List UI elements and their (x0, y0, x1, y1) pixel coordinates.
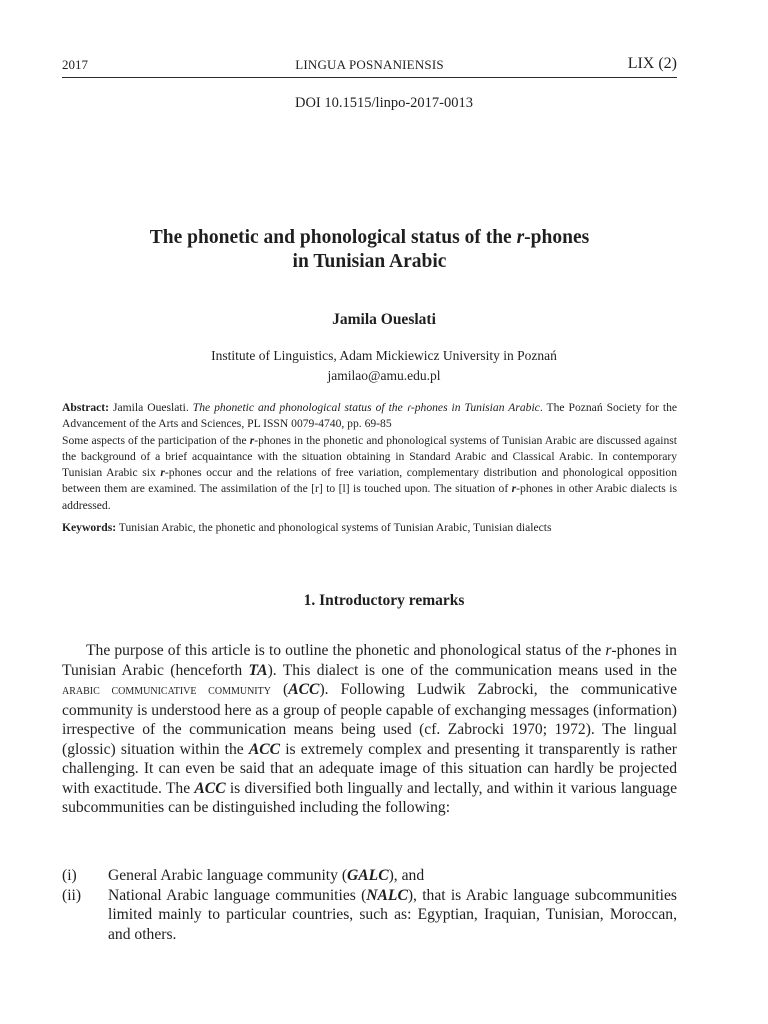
abstract-citation: . The Poznań Society for the Advancement of the Arts and Sciences, PL ISSN 0079-4740, pp. 69-85 (62, 401, 678, 431)
abstract-text: -phones occur and the relations of free variation, complementary distribution and phonological opposition between them are examined. The assimilation of the [r] to [l] is touched upon. The situation of (62, 466, 677, 496)
paragraph-text: is diversified both lingually and lectally, and within it various language subcommunities can be distinguished including the following: (62, 779, 677, 816)
title-r-italic: r (516, 227, 525, 248)
list-item (62, 886, 677, 945)
abstract-text: -phones in other Arabic dialects is addressed. (62, 482, 677, 512)
list-text: ), and (388, 867, 425, 884)
doi: DOI 10.1515/linpo-2017-0013 (294, 95, 473, 111)
body-paragraph (62, 641, 677, 818)
paragraph-text: The purpose of this article is to outline the phonetic and phonological status of the (86, 642, 606, 659)
author-name: Jamila Oueslati (332, 311, 436, 328)
abstract-r: r (249, 433, 255, 447)
paragraph-abbr-acc: ACC (288, 681, 320, 698)
list-text: ), that is Arabic language subcommunities limited mainly to particular countries, such as: Egyptian, Iraquian, Tunisian, Moroccan, and others. (108, 886, 678, 943)
abstract-r: r (160, 466, 165, 480)
paragraph-text: is extremely complex and presenting it transparently is rather challenging. It can even be said that an adequate image of this situation can hardly be projected with exactitude. The (62, 740, 677, 797)
abstract (62, 400, 677, 514)
list-item-number: (ii) (62, 886, 82, 904)
affiliation-institution: Institute of Linguistics, Adam Mickiewicz University in Poznań (211, 348, 557, 363)
paragraph-abbr-ta: TA (248, 661, 268, 679)
keywords (62, 520, 677, 536)
paragraph-r: r (605, 642, 612, 659)
abstract-title: The phonetic and phonological status of the ɾ-phones in Tunisian Arabic (192, 401, 540, 414)
list-item (62, 866, 677, 886)
list-item-text (108, 866, 677, 886)
paragraph-small-caps: arabic communicative community (62, 683, 271, 698)
abstract-label: Abstract: (62, 401, 110, 414)
keywords-label: Keywords: (62, 521, 117, 534)
keywords-text: Tunisian Arabic, the phonetic and phonological systems of Tunisian Arabic, Tunisian dialects (116, 521, 552, 534)
paper-title (62, 226, 677, 274)
title-line1-end: -phones (524, 227, 590, 248)
header-rule (62, 77, 677, 78)
abstract-author: Jamila Oueslati. (109, 401, 193, 414)
list-abbr: NALC (366, 886, 408, 904)
title-line2: in Tunisian Arabic (292, 251, 447, 272)
abstract-text: -phones in the phonetic and phonological systems of Tunisian Arabic are discussed against the background of a brief acquaintance with the situation obtaining in Standard Arabic and Classical Arabic. In contemporary Tunisian Arabic six (62, 433, 677, 480)
section-heading: 1. Introductory remarks (303, 592, 465, 609)
numbered-list (62, 866, 677, 944)
affiliation (0, 346, 768, 386)
header-issue: LIX (2) (627, 55, 677, 72)
title-line1-start: The phonetic and phonological status of the (149, 227, 517, 248)
abstract-r: r (511, 482, 517, 496)
paragraph-text: ). Following Ludwik Zabrocki, the communicative community is understood here as a group of people capable of exchanging messages (information) irrespective of the communication means being used (cf. Zabrocki 1970; 1972). The lingual (glossic) situation within the (62, 681, 678, 758)
header-year: 2017 (62, 57, 88, 72)
list-abbr: GALC (347, 867, 389, 884)
header-journal: LINGUA POSNANIENSIS (295, 57, 444, 72)
paragraph-abbr-acc: ACC (248, 740, 281, 758)
paragraph-text: ( (270, 681, 289, 698)
list-item-text (108, 886, 677, 945)
abstract-text: Some aspects of the participation of the (62, 433, 250, 447)
list-text: General Arabic language community ( (108, 867, 348, 884)
running-header (62, 55, 677, 75)
paragraph-text: ). This dialect is one of the communication means used in the (267, 661, 677, 679)
paragraph-text: -phones in Tunisian Arabic (henceforth (62, 642, 677, 679)
list-text: National Arabic language communities ( (108, 886, 367, 904)
list-item-number: (i) (62, 867, 77, 884)
affiliation-email: jamilao@amu.edu.pl (327, 368, 441, 383)
paragraph-abbr-acc: ACC (194, 779, 226, 797)
